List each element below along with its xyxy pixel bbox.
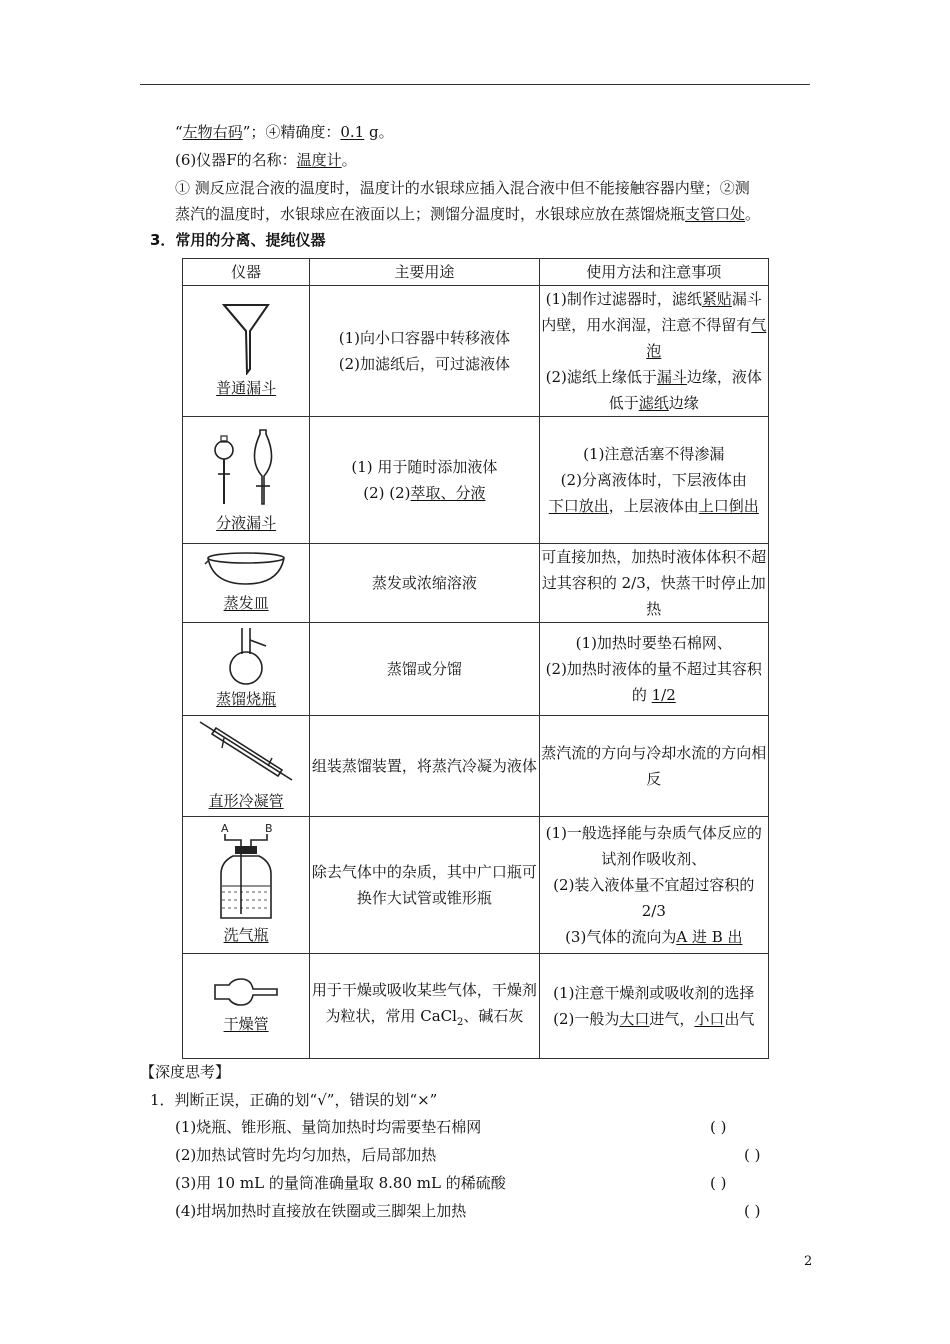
use-cell: 蒸发或浓缩溶液 — [310, 544, 539, 623]
judge-item-4: (4)坩埚加热时直接放在铁圈或三脚架上加热 — [175, 1202, 467, 1220]
use-cell: 蒸馏或分馏 — [310, 623, 539, 716]
section-title: 3．常用的分离、提纯仪器 — [150, 231, 326, 249]
note-cell: (1)制作过滤器时，滤纸紧贴漏斗内壁，用水润湿，注意不得留有气泡 (2)滤纸上缘低于漏斗边缘，液体低于滤纸边缘 — [539, 286, 768, 417]
header-rule — [140, 84, 810, 85]
think-heading: 【深度思考】 — [140, 1063, 231, 1081]
use-line: (1)向小口容器中转移液体 — [338, 329, 511, 347]
page-number: 2 — [804, 1254, 813, 1269]
table-row — [183, 544, 769, 623]
separatory-funnel-icon — [206, 424, 286, 510]
table-header-row — [183, 259, 769, 286]
table-row — [183, 954, 769, 1059]
note-line: (3)气体的流向为A 进 B 出 — [565, 928, 743, 946]
note-cell — [539, 817, 768, 954]
funnel-icon — [216, 301, 276, 375]
label-b: B — [265, 822, 273, 835]
instrument-cell — [183, 716, 310, 817]
note-cell: 可直接加热，加热时液体体积不超过其容积的 2/3，快蒸干时停止加热 — [539, 544, 768, 623]
note-line: (2)装入液体量不宜超过容积的 2/3 — [553, 876, 755, 920]
distillation-flask-icon — [216, 626, 276, 686]
instrument-name: 普通漏斗 — [216, 379, 277, 397]
table-row — [183, 623, 769, 716]
note-line: (2)一般为大口进气，小口出气 — [553, 1010, 755, 1028]
drying-tube-icon — [211, 975, 281, 1011]
evaporating-dish-icon — [203, 550, 289, 590]
use-cell — [310, 286, 539, 417]
instrument-name: 分液漏斗 — [216, 514, 277, 532]
note-line: (1)一般选择能与杂质气体反应的试剂作吸收剂、 — [545, 824, 762, 868]
note-line: (2)分离液体时，下层液体由 下口放出，上层液体由上口倒出 — [548, 471, 759, 515]
instrument-cell — [183, 286, 310, 417]
gas-washing-bottle-icon — [211, 822, 281, 922]
judge-item-2: (2)加热试管时先均匀加热，后局部加热 — [175, 1146, 437, 1164]
instrument-cell — [183, 544, 310, 623]
use-cell: 组装蒸馏装置，将蒸汽冷凝为液体 — [310, 716, 539, 817]
table-row — [183, 417, 769, 544]
condenser-icon — [196, 718, 296, 788]
note-line: (1)加热时要垫石棉网、 — [575, 634, 732, 652]
answer-paren-2[interactable]: ( ) — [744, 1146, 761, 1164]
use-cell — [310, 417, 539, 544]
note-line: (1)注意干燥剂或吸收剂的选择 — [553, 984, 755, 1002]
intro-line-4: 蒸汽的温度时，水银球应在液面以上；测馏分温度时，水银球应放在蒸馏烧瓶支管口处。 — [175, 205, 761, 223]
use-line: (2) (2)萃取、分液 — [363, 484, 486, 502]
instrument-name: 直形冷凝管 — [208, 792, 284, 810]
header-notes: 使用方法和注意事项 — [539, 259, 768, 286]
table-row — [183, 817, 769, 954]
note-cell — [539, 954, 768, 1059]
question-1: 1．判断正误，正确的划“√”，错误的划“×” — [150, 1091, 438, 1109]
note-cell — [539, 417, 768, 544]
note-line: (2)加热时液体的量不超过其容积的 1/2 — [545, 660, 762, 704]
use-cell: 用于干燥或吸收某些气体，干燥剂为粒状，常用 CaCl$_2$、碱石灰 — [310, 954, 539, 1059]
instrument-name: 干燥管 — [223, 1015, 269, 1033]
note-line: (1)注意活塞不得渗漏 — [583, 445, 725, 463]
answer-paren-1[interactable]: ( ) — [710, 1118, 727, 1136]
intro-line-1: “左物右码”；④精确度：0.1 g。 — [175, 123, 394, 141]
answer-paren-3[interactable]: ( ) — [710, 1174, 727, 1192]
table-row — [183, 286, 769, 417]
judge-item-3: (3)用 10 mL 的量筒准确量取 8.80 mL 的稀硫酸 — [175, 1174, 506, 1192]
instrument-cell — [183, 417, 310, 544]
judge-item-1: (1)烧瓶、锥形瓶、量筒加热时均需要垫石棉网 — [175, 1118, 482, 1136]
instrument-name: 蒸馏烧瓶 — [216, 690, 277, 708]
header-instrument: 仪器 — [183, 259, 310, 286]
note-cell — [539, 623, 768, 716]
use-line: (1) 用于随时添加液体 — [351, 458, 498, 476]
use-cell: 除去气体中的杂质，其中广口瓶可换作大试管或锥形瓶 — [310, 817, 539, 954]
intro-line-3: ① 测反应混合液的温度时，温度计的水银球应插入混合液中但不能接触容器内壁；②测 — [175, 179, 750, 197]
instrument-cell — [183, 954, 310, 1059]
instrument-cell — [183, 817, 310, 954]
use-line: (2)加滤纸后，可过滤液体 — [338, 355, 511, 373]
table-row — [183, 716, 769, 817]
intro-line-2: (6)仪器F的名称：温度计。 — [175, 151, 357, 169]
note-cell: 蒸汽流的方向与冷却水流的方向相反 — [539, 716, 768, 817]
header-use: 主要用途 — [310, 259, 539, 286]
instrument-name: 蒸发皿 — [223, 594, 269, 612]
instrument-table — [182, 258, 769, 1059]
answer-paren-4[interactable]: ( ) — [744, 1202, 761, 1220]
instrument-cell — [183, 623, 310, 716]
label-a: A — [221, 822, 229, 835]
instrument-name: 洗气瓶 — [223, 926, 269, 944]
